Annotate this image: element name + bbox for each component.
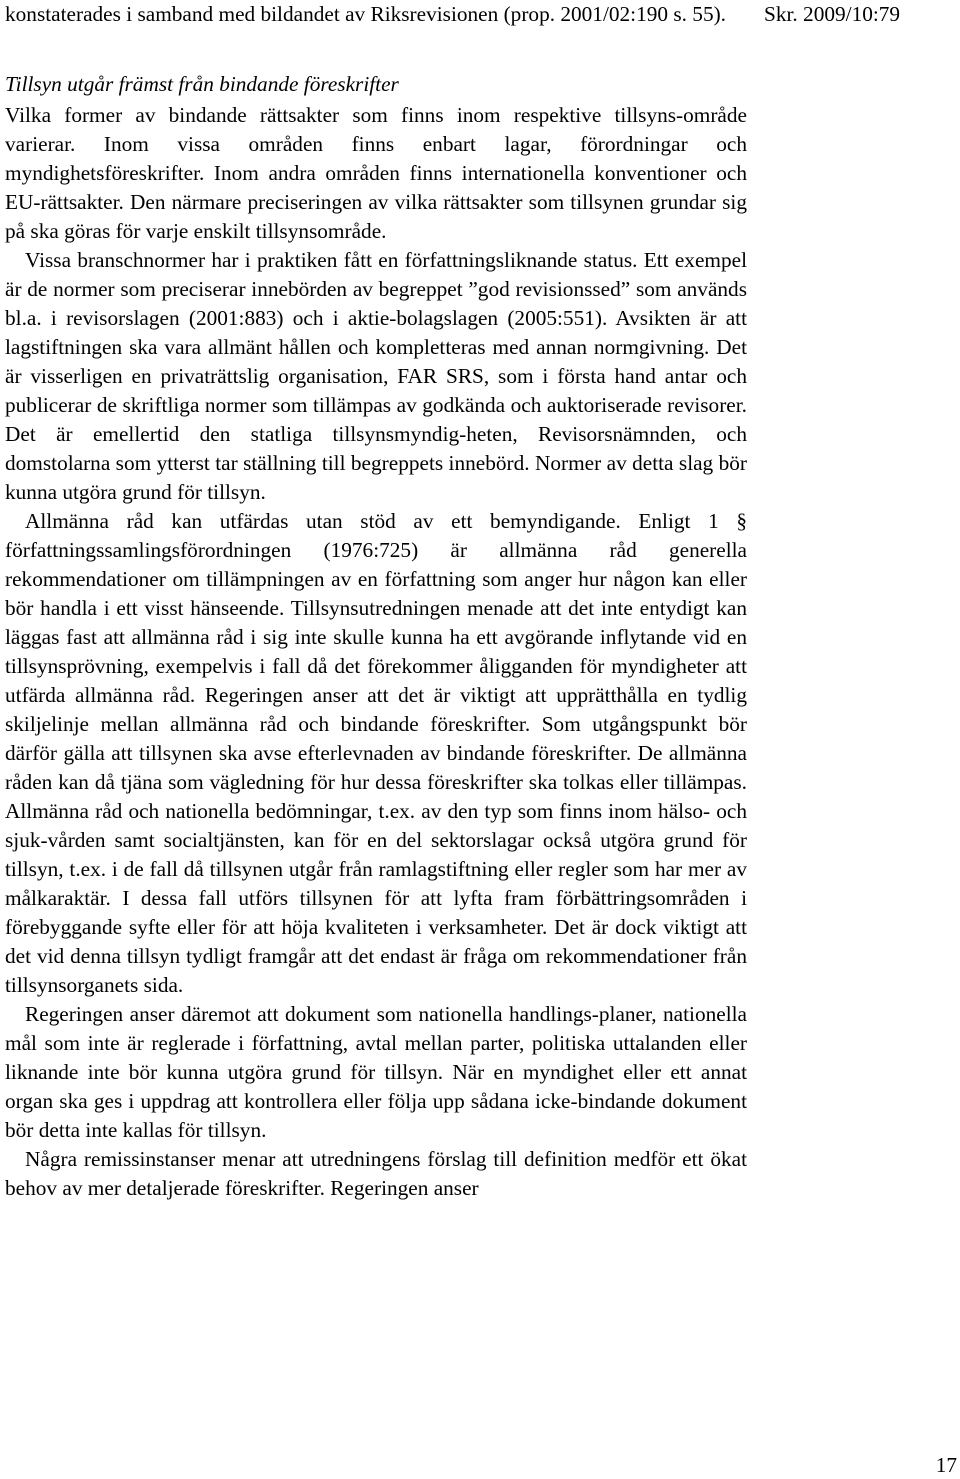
paragraph-industry-norms: Vissa branschnormer har i praktiken fått en författningsliknande status. Ett exempel är de normer som preciserar innebörden av begreppet ”god revisionssed” som används bl.a. i revisorslagen (2001:883) och i aktie-bolagslagen (2005:551). Avsikten är att lagstiftningen ska vara allmänt hållen och kompletteras med annan normgivning. Det är visserligen en privaträttslig organisation, FAR SRS, som i första hand antar och publicerar de skriftliga normer som tillämpas av godkända och auktoriserade revisorer. Det är emellertid den statliga tillsynsmyndig-heten, Revisorsnämnden, och domstolarna som ytterst tar ställning till begreppets innebörd. Normer av detta slag bör kunna utgöra grund för tillsyn. — [5, 248, 747, 504]
paragraph-binding-acts: Vilka former av bindande rättsakter som finns inom respektive tillsyns-område varierar. Inom vissa områden finns enbart lagar, förordningar och myndighetsföreskrifter. Inom andra områden finns internationella konventioner och EU-rättsakter. Den närmare preciseringen av vilka rättsakter som tillsynen grundar sig på ska göras för varje enskilt tillsynsområde. — [5, 103, 747, 243]
section-heading: Tillsyn utgår främst från bindande föreskrifter — [5, 72, 399, 96]
paragraph-remiss-opinions: Några remissinstanser menar att utredningens förslag till definition medför ett ökat behov av mer detaljerade föreskrifter. Regeringen anser — [5, 1147, 747, 1200]
section-spacer — [5, 29, 747, 70]
paragraph-intro: konstaterades i samband med bildandet av Riksrevisionen (prop. 2001/02:190 s. 55). — [5, 2, 727, 26]
body-text — [5, 0, 747, 1203]
page-number: 17 — [935, 1453, 957, 1477]
paragraph-general-advice: Allmänna råd kan utfärdas utan stöd av ett bemyndigande. Enligt 1 § författningssamlingsförordningen (1976:725) är allmänna råd generella rekommendationer om tillämpningen av en författning som anger hur någon kan eller bör handla i ett visst hänseende. Tillsynsutredningen menade att det inte entydigt kan läggas fast att allmänna råd i sig inte skulle kunna ha ett avgörande inflytande vid en tillsynsprövning, exempelvis i fall då det förekommer åligganden för myndigheter att utfärda allmänna råd. Regeringen anser att det är viktigt att upprätthålla en tydlig skiljelinje mellan allmänna råd och bindande föreskrifter. Som utgångspunkt bör därför gälla att tillsynen ska avse efterlevnaden av bindande föreskrifter. De allmänna råden kan då tjäna som vägledning för hur dessa föreskrifter ska tolkas eller tillämpas. Allmänna råd och nationella bedömningar, t.ex. av den typ som finns inom hälso- och sjuk-vården samt socialtjänsten, kan för en del sektorslagar också utgöra grund för tillsyn, t.ex. i de fall då tillsynen utgår från ramlagstiftning eller regler som har mer av målkaraktär. I dessa fall utförs tillsynen för att lyfta fram förbättringsområden i förebyggande syfte eller för att höja kvaliteten i verksamheter. Det är dock viktigt att det vid denna tillsyn tydligt framgår att det endast är fråga om rekommendationer från tillsynsorganets sida. — [5, 509, 747, 997]
document-reference: Skr. 2009/10:79 — [764, 2, 901, 26]
paragraph-non-binding-documents: Regeringen anser däremot att dokument som nationella handlings-planer, nationella mål som inte är reglerade i författning, avtal mellan parter, politiska uttalanden eller liknande inte bör kunna utgöra grund för tillsyn. När en myndighet eller ett annat organ ska ges i uppdrag att kontrollera eller följa upp sådana icke-bindande dokument bör detta inte kallas för tillsyn. — [5, 1002, 747, 1142]
